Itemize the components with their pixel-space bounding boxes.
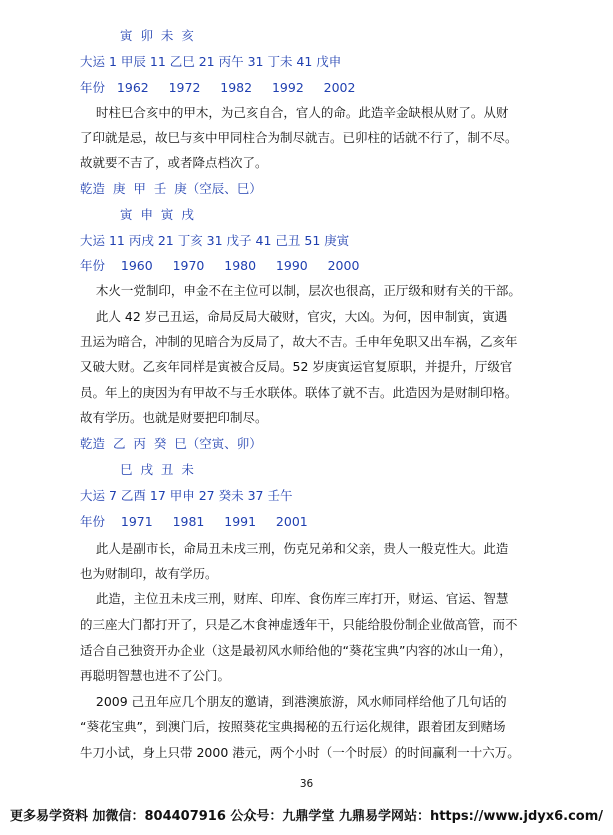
paragraph-line: 故就要不吉了，或者降点档次了。 <box>80 155 268 170</box>
footer-watermark-text: 更多易学资料 加微信：804407916 公众号：九鼎学堂 九鼎易学网站：https://www.jdyx6.com/ <box>9 809 604 824</box>
years-line-1: 年份 1962 1972 1982 1992 2002 <box>80 80 356 95</box>
years-line-2: 年份 1960 1970 1980 1990 2000 <box>80 258 360 273</box>
chart-stems-3: 乾造 乙 丙 癸 巳（空寅、卯） <box>80 436 262 451</box>
paragraph-line: 2009 己丑年应几个朋友的邀请，到港澳旅游，风水师同样给他了几句话的 <box>80 694 507 709</box>
paragraph-line: 适合自己独资开办企业（这是最初风水师给他的“葵花宝典”内容的冰山一角）， <box>80 643 512 658</box>
paragraph-line: “葵花宝典”，到澳门后，按照葵花宝典揭秘的五行运化规律，跟着团友到赌场 <box>80 719 506 734</box>
chart-stems-2: 乾造 庚 甲 壬 庚（空辰、巳） <box>80 181 262 196</box>
years-line-3: 年份 1971 1981 1991 2001 <box>80 514 308 529</box>
paragraph-line: 此人是副市长，命局丑未戌三刑，伤克兄弟和父亲，贵人一般克性大。此造 <box>80 541 509 556</box>
paragraph-line: 故有学历。也就是财要把印制尽。 <box>80 410 268 425</box>
paragraph-line: 的三座大门都打开了，只是乙木食神虚透年干，只能给股份制企业做高管，而不 <box>80 617 518 632</box>
chart-branches-1: 寅 卯 未 亥 <box>120 28 194 43</box>
paragraph-line: 此造，主位丑未戌三刑，财库、印库、食伤库三库打开，财运、官运、智慧 <box>80 591 509 606</box>
paragraph-line: 此人 42 岁己丑运，命局反局大破财，官灾，大凶。为何，因申制寅，寅遇 <box>80 309 508 324</box>
paragraph-line: 牛刀小试，身上只带 2000 港元，两个小时（一个时辰）的时间赢利一十六万。 <box>80 745 520 760</box>
page-number: 36 <box>299 778 314 790</box>
dayun-line-1: 大运 1 甲辰 11 乙巳 21 丙午 31 丁未 41 戊申 <box>80 54 342 69</box>
paragraph-line: 员。年上的庚因为有甲故不与壬水联体。联体了就不吉。此造因为是财制印格。 <box>80 385 518 400</box>
paragraph-line: 木火一党制印，申金不在主位可以制，层次也很高，正厅级和财有关的干部。 <box>80 283 521 298</box>
dayun-line-3: 大运 7 乙酉 17 甲申 27 癸未 37 壬午 <box>80 488 293 503</box>
paragraph-line: 丑运为暗合，冲制的见暗合为反局了，故大不吉。壬申年免职又出车祸，乙亥年 <box>80 334 518 349</box>
paragraph-line: 时柱巳合亥中的甲木，为己亥自合，官人的命。此造辛金缺根从财了。从财 <box>80 105 509 120</box>
paragraph-line: 了印就是忌，故巳与亥中甲同柱合为制尽就吉。已卯柱的话就不行了，制不尽。 <box>80 130 518 145</box>
chart-branches-3: 巳 戌 丑 未 <box>120 462 194 477</box>
chart-branches-2: 寅 申 寅 戌 <box>120 207 194 222</box>
paragraph-line: 也为财制印，故有学历。 <box>80 566 218 581</box>
paragraph-line: 再聪明智慧也进不了公门。 <box>80 668 231 683</box>
dayun-line-2: 大运 11 丙戌 21 丁亥 31 戊子 41 己丑 51 庚寅 <box>80 233 350 248</box>
paragraph-line: 又破大财。乙亥年同样是寅被合反局。52 岁庚寅运官复原职，并提升，厅级官 <box>80 359 513 374</box>
